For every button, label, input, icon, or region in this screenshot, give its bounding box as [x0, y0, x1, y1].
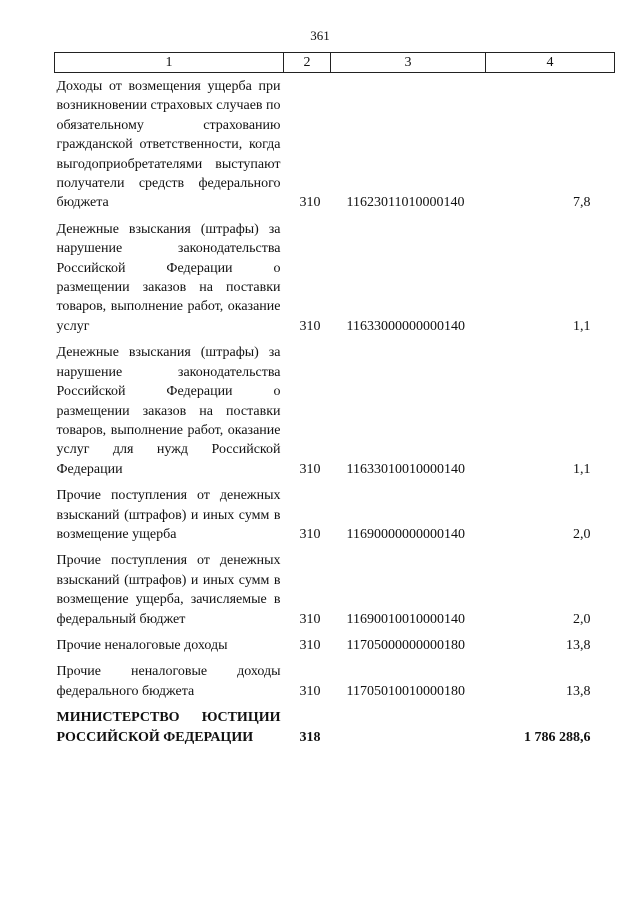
row-revenue-code: 11633000000000140: [346, 318, 465, 334]
ministry-admin-code: 318: [299, 729, 321, 745]
table-row: [55, 486, 615, 551]
table-row: [55, 73, 615, 220]
row-description: Доходы от возмещения ущерба при возникновении страховых случаев по обязательному страхованию гражданской ответственности, когда выгодоприобретателями выступают получатели средств федерального бюджета: [56, 79, 281, 211]
ministry-revenue-code: [331, 708, 486, 754]
row-revenue-code: 11623011010000140: [346, 195, 465, 211]
row-revenue-code: 11690010010000140: [346, 611, 465, 627]
page-number: 361: [310, 28, 330, 43]
ministry-name: МИНИСТЕРСТВО ЮСТИЦИИ РОССИЙСКОЙ ФЕДЕРАЦИИ: [56, 710, 281, 745]
table-row: [55, 220, 615, 343]
row-revenue-code: 11705010010000180: [346, 683, 465, 699]
table-row: [55, 551, 615, 636]
row-amount: 13,8: [566, 637, 591, 653]
row-amount: 2,0: [573, 611, 591, 627]
header-col-2: 2: [284, 53, 331, 73]
row-revenue-code: 11633010010000140: [346, 461, 465, 477]
row-admin-code: 310: [299, 195, 321, 211]
row-amount: 1,1: [573, 318, 591, 334]
budget-table: [54, 52, 615, 754]
row-amount: 1,1: [573, 461, 591, 477]
row-description: Денежные взыскания (штрафы) за нарушение законодательства Российской Федерации о размещении заказов на поставки товаров, выполнение работ, оказание услуг для нужд Российской Федерации: [56, 345, 281, 477]
row-amount: 2,0: [573, 526, 591, 542]
row-admin-code: 310: [299, 683, 321, 699]
table-row: [55, 662, 615, 708]
header-col-4: 4: [486, 53, 615, 73]
row-revenue-code: 11705000000000180: [346, 637, 465, 653]
row-amount: 13,8: [566, 683, 591, 699]
row-revenue-code: 11690000000000140: [346, 526, 465, 542]
row-description: Прочие неналоговые доходы: [56, 637, 228, 653]
row-admin-code: 310: [299, 461, 321, 477]
table-row: [55, 343, 615, 486]
ministry-total-amount: 1 786 288,6: [524, 729, 591, 745]
row-admin-code: 310: [299, 611, 321, 627]
header-col-1: 1: [55, 53, 284, 73]
table-header-row: [55, 53, 615, 73]
row-admin-code: 310: [299, 318, 321, 334]
row-description: Прочие неналоговые доходы федерального бюджета: [56, 664, 281, 699]
row-amount: 7,8: [573, 195, 591, 211]
row-description: Прочие поступления от денежных взысканий (штрафов) и иных сумм в возмещение ущерба, зачисляемые в федеральный бюджет: [56, 553, 281, 627]
row-admin-code: 310: [299, 526, 321, 542]
row-admin-code: 310: [299, 637, 321, 653]
table-row: [55, 636, 615, 662]
row-description: Денежные взыскания (штрафы) за нарушение законодательства Российской Федерации о размещении заказов на поставки товаров, выполнение работ, оказание услуг: [56, 221, 281, 334]
header-col-3: 3: [331, 53, 486, 73]
row-description: Прочие поступления от денежных взысканий (штрафов) и иных сумм в возмещение ущерба: [56, 488, 281, 542]
ministry-total-row: [55, 708, 615, 754]
